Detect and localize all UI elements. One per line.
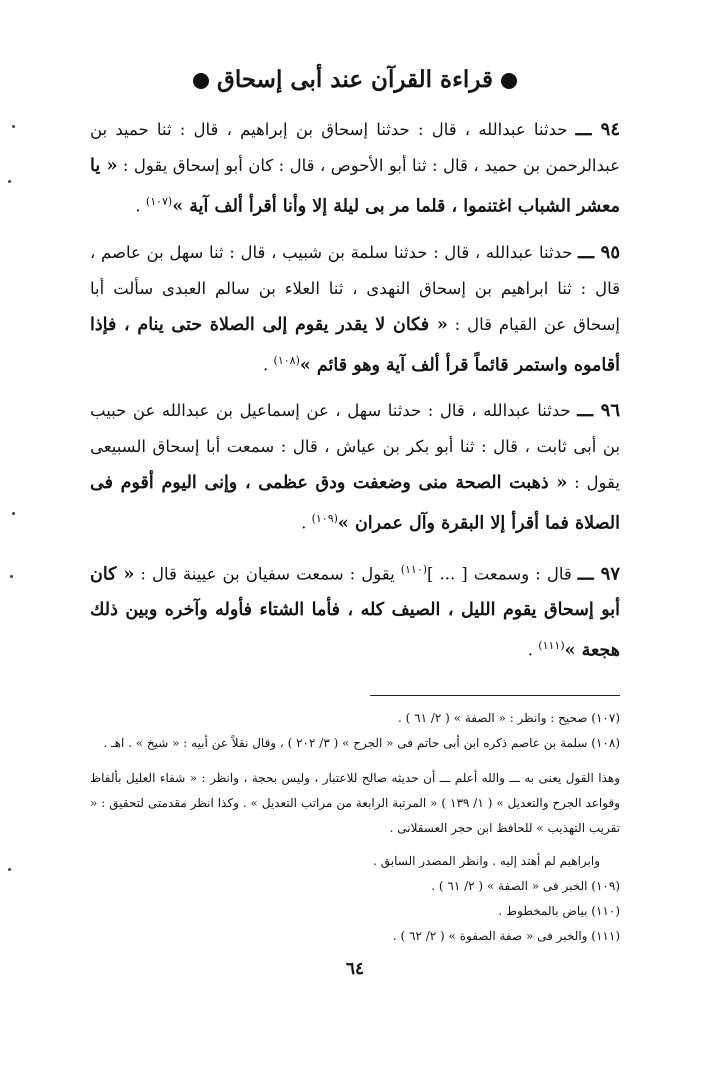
scan-speck bbox=[10, 575, 13, 578]
entry-quote: « كان أبو إسحاق يقوم الليل ، الصيف كله ، فأما الشتاء فأوله وآخره وبين ذلك هجعة » bbox=[90, 564, 620, 661]
entry-quote: « فكان لا يقدر يقوم إلى الصلاة حتى ينام ، فإذا أقاموه واستمر قائماً قرأ ألف آية وهو قائم » bbox=[90, 314, 620, 375]
entry-quote: « يا معشر الشباب اغتنموا ، قلما مر بى ليلة إلا وأنا أقرأ ألف آية » bbox=[90, 156, 620, 217]
section-title-text: قراءة القرآن عند أبى إسحاق bbox=[216, 66, 494, 93]
page-number: ٦٤ bbox=[345, 958, 365, 979]
entry-number: ٩٥ ـــ bbox=[578, 241, 621, 263]
scan-speck bbox=[8, 868, 11, 871]
footnote-108-note: وهذا القول يعنى به ـــ والله أعلم ـــ أن حديثه صالح للاعتبار ، وليس بحجة ، وانظر : « شفاء العليل بألفاظ وقواعد الجرح والتعديل » ( ١/ ١٣٩ ) « المرتبة الرابعة من مراتب التعديل » . وكذا انظر مقدمتى لتحقيق : « تقريب التهذيب » للحافظ ابن حجر العسقلانى . bbox=[90, 770, 620, 835]
entry-number: ٩٦ ـــ bbox=[577, 400, 620, 421]
entry-text: حدثنا عبدالله ، قال : حدثنا سهل ، عن إسماعيل بن عبدالله عن حبيب بن أبى ثابت ، قال : ثنا أبو بكر بن عياش ، قال : سمعت أبا إسحاق السبيعى يقول : bbox=[90, 401, 620, 492]
section-title bbox=[90, 60, 620, 100]
entry-tail: . bbox=[135, 196, 141, 216]
footnote-108-note2: وابراهيم لم أهتد إليه . وانظر المصدر السابق . bbox=[373, 853, 600, 868]
footnote-ref: (١٠٨) bbox=[273, 353, 300, 367]
footnote-ref: (١٠٧) bbox=[145, 195, 173, 208]
entry-quote: « ذهبت الصحة منى وضعفت ودق عظمى ، وإنى اليوم أقوم فى الصلاة فما أقرأ إلا البقرة وآل عمران » bbox=[90, 473, 620, 534]
footnote-ref-inline: (١١٠) bbox=[400, 562, 428, 576]
entry-tail: . bbox=[301, 513, 307, 533]
bullet-dot-left bbox=[193, 73, 209, 89]
bullet-dot-right bbox=[501, 73, 517, 89]
entry-number: ٩٧ ـــ bbox=[577, 563, 620, 584]
footnotes bbox=[90, 706, 620, 949]
footnote-ref: (١٠٩) bbox=[311, 512, 338, 525]
entry-text-continued: يقول : سمعت سفيان بن عيينة قال : bbox=[140, 564, 395, 583]
entry-97 bbox=[90, 552, 620, 669]
entry-96 bbox=[90, 393, 620, 542]
entry-number: ٩٤ ـــ bbox=[575, 119, 620, 140]
footnote-110: (١١٠) بياض بالمخطوط . bbox=[498, 903, 620, 918]
footnote-ref: (١١١) bbox=[538, 639, 565, 652]
entry-text: قال : وسمعت [ ... ] bbox=[427, 564, 572, 583]
entry-tail: . bbox=[527, 640, 534, 660]
footnote-107: (١٠٧) صحيح : وانظر : « الصفة » ( ٢/ ٦١ ) . bbox=[398, 710, 620, 725]
entry-95 bbox=[90, 235, 620, 384]
scan-speck bbox=[12, 125, 15, 128]
footnote-111: (١١١) والخبر فى « صفة الصفوة » ( ٢/ ٦٢ ) . bbox=[392, 928, 620, 943]
entry-tail: . bbox=[263, 355, 269, 374]
entry-text: حدثنا عبدالله ، قال : حدثنا إسحاق بن إبراهيم ، قال : ثنا حميد بن عبدالرحمن بن حميد ، قال : ثنا أبو الأحوص ، قال : كان أبو إسحاق يقول : bbox=[90, 120, 621, 175]
scan-speck bbox=[8, 180, 11, 183]
entry-text: حدثنا عبدالله ، قال : حدثنا سلمة بن شبيب ، قال : ثنا سهل بن عاصم ، قال : ثنا ابراهيم بن إسحاق النهدى ، ثنا العلاء بن سالم العبدى سألت أبا إسحاق عن القيام قال : bbox=[90, 242, 621, 334]
book-page bbox=[90, 60, 620, 1070]
footnote-108: (١٠٨) سلمة بن عاصم ذكره ابن أبى حاتم فى « الجرح » ( ٣/ ٢٠٢ ) ، وقال نقلاً عن أبيه : « شيخ » . اهـ . bbox=[103, 735, 620, 750]
footnote-109: (١٠٩) الخبر فى « الصفة » ( ٢/ ٦١ ) . bbox=[431, 878, 620, 893]
scan-speck bbox=[12, 512, 15, 515]
entry-94 bbox=[90, 112, 620, 225]
footnote-separator bbox=[370, 695, 620, 696]
